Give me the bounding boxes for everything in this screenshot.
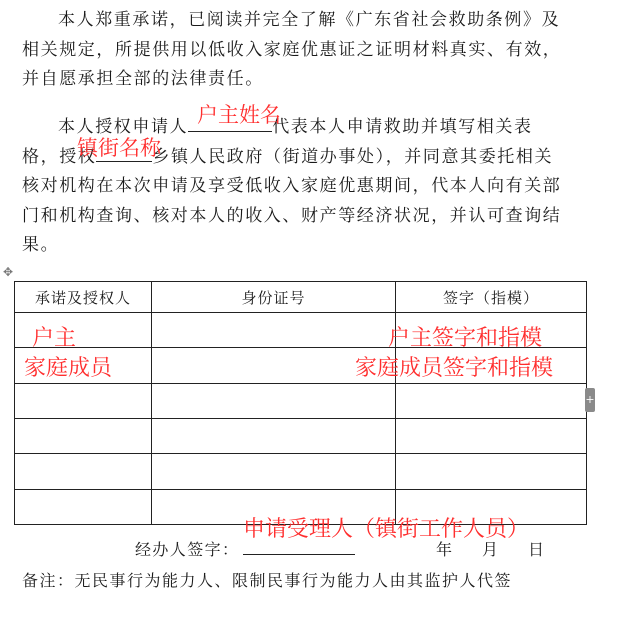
row2-person-annotation: 家庭成员	[24, 356, 113, 381]
date-day: 日	[528, 540, 545, 559]
town-name-annotation: 镇街名称	[77, 136, 161, 160]
remark-note: 备注：无民事行为能力人、限制民事行为能力人由其监护人代签	[22, 571, 513, 590]
row2-sign-annotation: 家庭成员签字和指模	[355, 356, 554, 381]
table-row	[15, 454, 587, 489]
signature-table	[14, 281, 587, 525]
handler-annotation: 申请受理人（镇街工作人员）	[243, 517, 530, 542]
header-person: 承诺及授权人	[15, 282, 152, 313]
table-header-row	[15, 282, 587, 313]
applicant-name-annotation: 户主姓名	[197, 103, 281, 127]
row1-sign-annotation: 户主签字和指模	[388, 326, 543, 351]
signature-date	[436, 537, 544, 560]
date-year: 年	[436, 540, 453, 559]
authorization-text-part1: 本人授权申请人	[58, 117, 189, 137]
commitment-paragraph	[22, 6, 562, 95]
date-month: 月	[482, 540, 499, 559]
handler-signature-blank[interactable]	[243, 538, 355, 555]
authorization-text-part2: 代表本人申请救助并填写相关表格，授权	[22, 117, 533, 167]
row1-person-annotation: 户主	[32, 326, 77, 351]
commitment-text: 本人郑重承诺，已阅读并完全了解《广东省社会救助条例》及相关规定，所提供用以低收入家庭优惠证之证明材料真实、有效，并自愿承担全部的法律责任。	[22, 10, 562, 89]
move-anchor-icon[interactable]: ✥	[3, 265, 14, 279]
authorization-text-part3: 乡镇人民政府（街道办事处），并同意其委托相关核对机构在本次申请及享受低收入家庭优惠期间，代本人向有关部门和机构查询、核对本人的收入、财产等经济状况，并认可查询结果。	[22, 146, 562, 255]
header-id-number: 身份证号	[152, 282, 396, 313]
table-row	[15, 383, 587, 418]
table-row	[15, 418, 587, 453]
header-signature: 签字（指模）	[396, 282, 587, 313]
handler-signature-row	[135, 537, 355, 560]
handler-signature-label: 经办人签字：	[135, 540, 240, 559]
table-add-handle-icon[interactable]: +	[585, 388, 595, 412]
